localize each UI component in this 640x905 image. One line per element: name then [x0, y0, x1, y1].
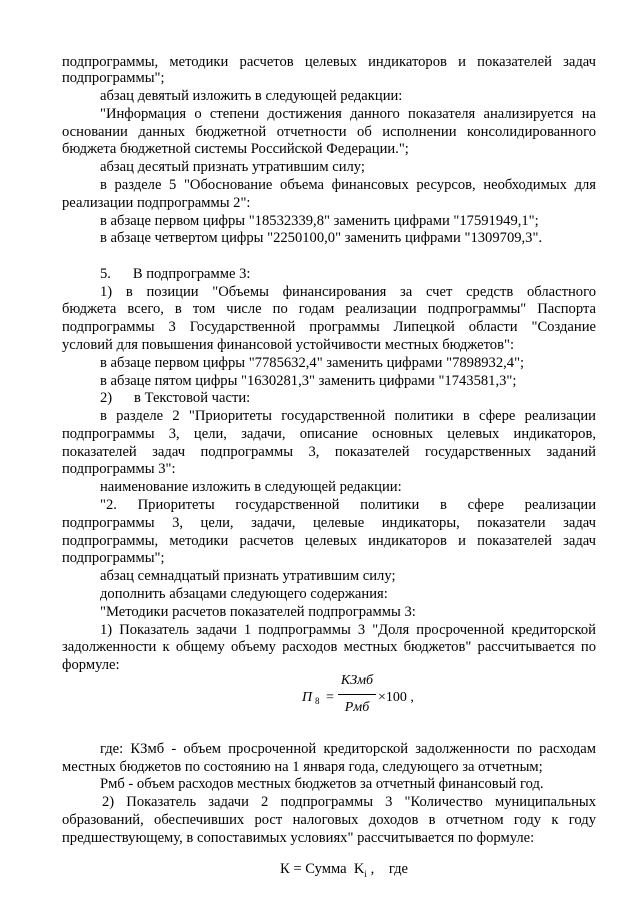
text-line: реализации подпрограммы 2": — [62, 195, 251, 211]
text-line: "2. Приоритеты государственной политики в сфере реализации — [100, 497, 596, 513]
text-line: подпрограммы, методики расчетов целевых индикаторов и показателей задач — [62, 54, 596, 70]
text-line: условий для повышения финансовой устойчивости местных бюджетов": — [62, 337, 514, 353]
text-line: "Информация о степени достижения данного показателя анализируется на — [100, 106, 596, 122]
text-line: задолженности к общему объему расходов местных бюджетов" рассчитывается по — [62, 639, 596, 655]
formula-k-sub: i — [364, 868, 367, 879]
text-line: предшествующему, в сопоставимых условиях" рассчитывается по формуле: — [62, 830, 535, 846]
text-line: где: КЗмб - объем просроченной кредиторской задолженности по расходам — [100, 741, 596, 757]
formula-k-main: К = Сумма K — [280, 861, 365, 877]
text-line: в абзаце пятом цифры "1630281,3" заменить цифрами "1743581,3"; — [100, 373, 517, 389]
text-line: 2) Показатель задачи 2 подпрограммы 3 "Количество муниципальных — [102, 794, 596, 810]
text-line: местных бюджетов по состоянию на 1 января года, следующего за отчетным; — [62, 759, 543, 775]
formula-eq: = — [326, 690, 334, 705]
text-line: в разделе 5 "Обоснование объема финансовых ресурсов, необходимых для — [100, 177, 596, 193]
formula-k — [280, 861, 408, 879]
formula-lhs-sub: 8 — [315, 696, 320, 706]
text-line: в абзаце первом цифры "18532339,8" заменить цифрами "17591949,1"; — [100, 213, 539, 229]
text-line: абзац девятый изложить в следующей редакции: — [100, 88, 403, 104]
formula-numerator: КЗмб — [340, 673, 374, 688]
text-line: абзац семнадцатый признать утратившим силу; — [100, 568, 396, 584]
text-line: формуле: — [62, 657, 120, 673]
text-line: подпрограммы"; — [62, 70, 165, 86]
text-line: показателей задач подпрограммы 3, показателей государственных заданий — [62, 444, 596, 460]
formula-denominator: Рмб — [344, 700, 370, 715]
text-line: 2) в Текстовой части: — [100, 390, 251, 406]
text-line: 1) Показатель задачи 1 подпрограммы 3 "Доля просроченной кредиторской — [100, 622, 596, 638]
text-line: подпрограммы, методики расчетов целевых индикаторов и показателей задач — [62, 533, 596, 549]
text-line: образований, обеспечивших рост налоговых доходов в отчетном году к году — [62, 812, 596, 828]
section-heading: 5. В подпрограмме 3: — [100, 266, 251, 282]
text-line: наименование изложить в следующей редакции: — [100, 479, 402, 495]
text-line: дополнить абзацами следующего содержания: — [100, 586, 388, 602]
text-line: абзац десятый признать утратившим силу; — [100, 159, 365, 175]
text-line: в абзаце четвертом цифры "2250100,0" заменить цифрами "1309709,3". — [100, 230, 543, 246]
text-line: подпрограммы 3, цели, задачи, описание основных целевых индикаторов, — [62, 426, 596, 442]
text-line: Рмб - объем расходов местных бюджетов за отчетный финансовый год. — [100, 776, 544, 792]
text-line: основании данных бюджетной отчетности об исполнении консолидированного — [62, 124, 596, 140]
formula-lhs: П — [302, 690, 313, 705]
text-line: в разделе 2 "Приоритеты государственной политики в сфере реализации — [100, 408, 596, 424]
text-line: подпрограммы 3 Государственной программы Липецкой области "Создание — [62, 319, 596, 335]
text-line: "Методики расчетов показателей подпрограммы 3: — [100, 604, 416, 620]
formula-multiplier: ×100 , — [378, 690, 414, 705]
text-line: подпрограммы"; — [62, 550, 165, 566]
text-line: подпрограммы 3, цели, задачи, целевые индикаторы, показатели задач — [62, 515, 596, 531]
text-line: подпрограммы 3": — [62, 461, 176, 477]
fraction-line — [338, 694, 376, 695]
text-line: 1) в позиции "Объемы финансирования за счет средств областного — [100, 284, 596, 300]
text-line: в абзаце первом цифры "7785632,4" заменить цифрами "7898932,4"; — [100, 355, 525, 371]
text-line: бюджета бюджетной системы Российской Федерации."; — [62, 141, 409, 157]
formula-k-tail: , где — [366, 861, 408, 877]
text-line: бюджета всего, в том числе по годам реализации подпрограммы" Паспорта — [62, 301, 596, 317]
